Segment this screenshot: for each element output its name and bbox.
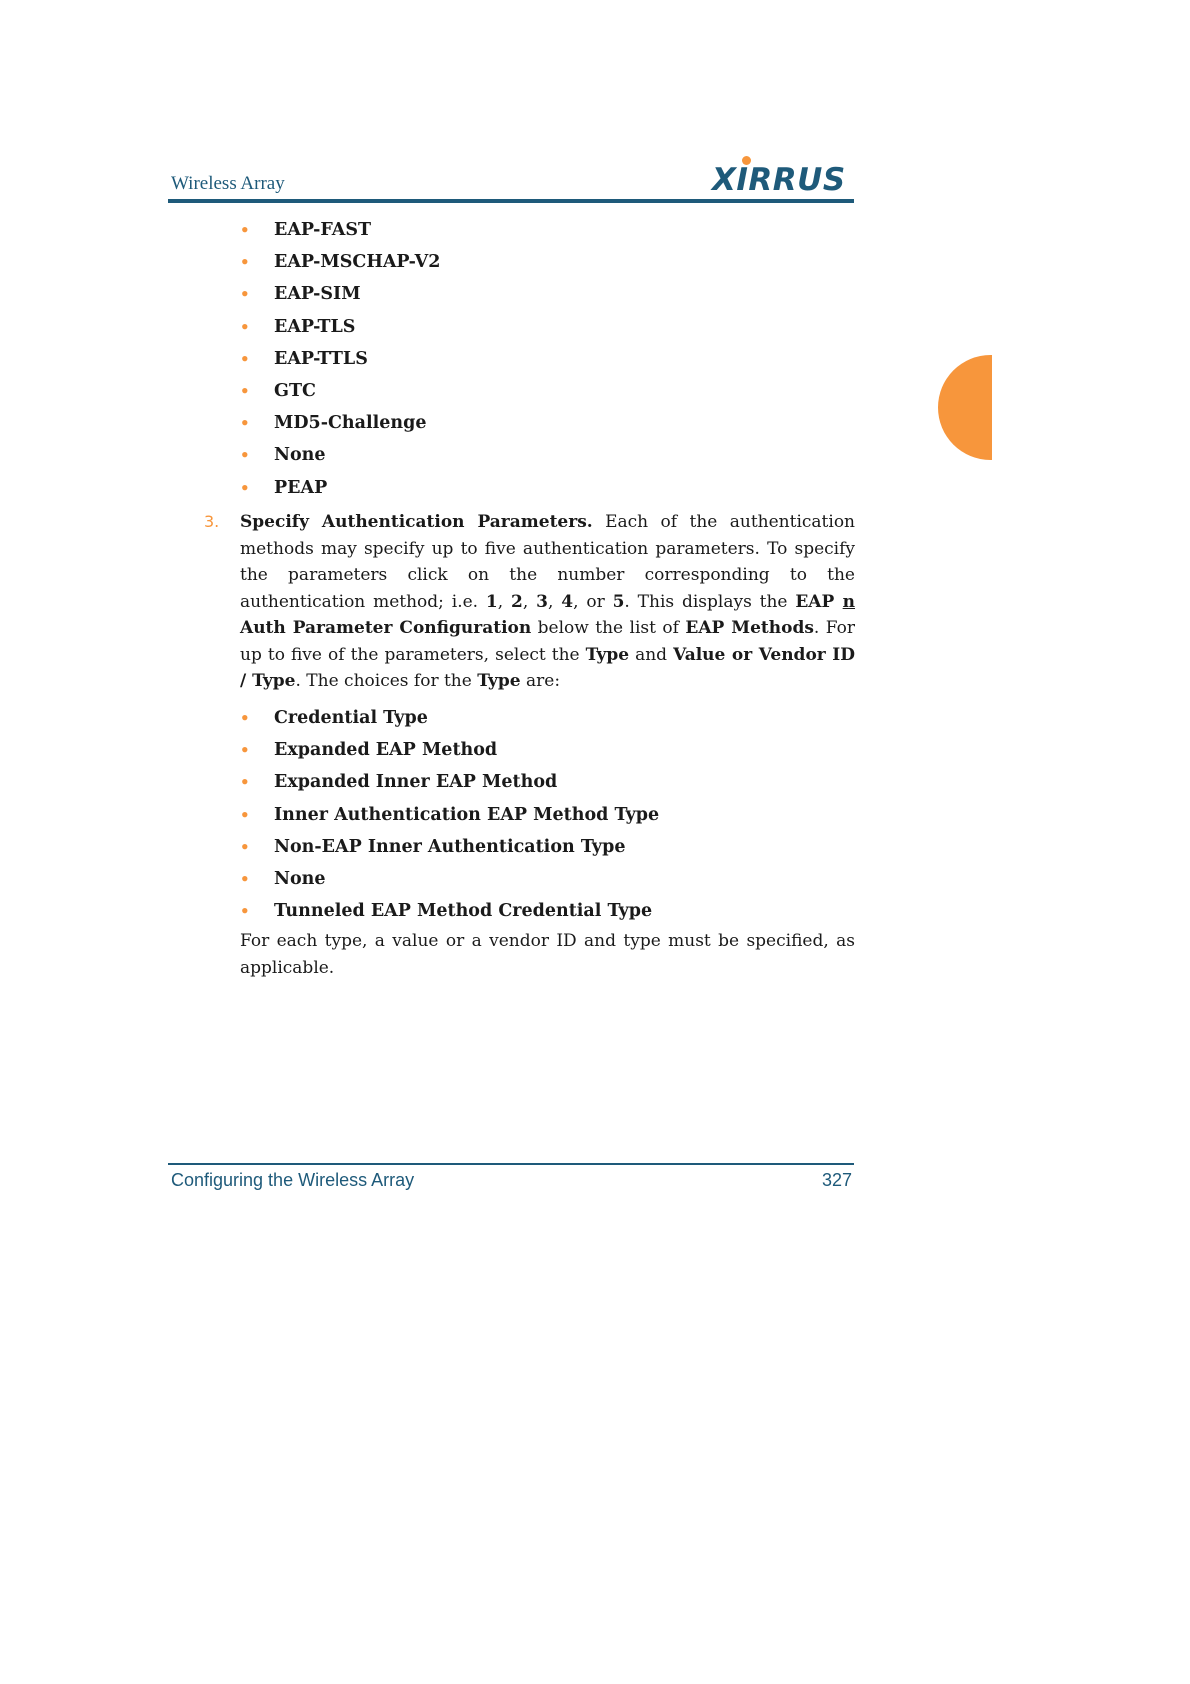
list-item <box>240 766 659 798</box>
bullet-icon: • <box>240 837 250 856</box>
bullet-icon: • <box>240 870 250 889</box>
bullet-icon: • <box>240 317 250 336</box>
text-run: 1 <box>485 591 498 612</box>
list-item <box>240 702 659 734</box>
text-run: and <box>629 644 674 665</box>
text-run: Type <box>477 671 521 691</box>
list-item <box>240 278 440 310</box>
list-item-label: None <box>274 445 326 466</box>
list-item-label: Credential Type <box>274 708 428 729</box>
bullet-icon: • <box>240 382 250 401</box>
list-item <box>240 439 440 471</box>
list-item-label: GTC <box>274 381 316 402</box>
bullet-icon: • <box>240 253 250 272</box>
bullet-icon: • <box>240 349 250 368</box>
list-item <box>240 472 440 504</box>
list-item <box>240 831 659 863</box>
list-item-label: None <box>274 869 326 890</box>
chapter-tab <box>938 355 992 460</box>
bullet-icon: • <box>240 902 250 921</box>
bullet-icon: • <box>240 221 250 240</box>
text-run: , <box>522 591 537 612</box>
list-item <box>240 734 659 766</box>
list-item-label: EAP-FAST <box>274 220 372 241</box>
list-item-label: MD5-Challenge <box>274 413 427 434</box>
text-run: Type <box>585 644 630 665</box>
text-run: Value or Vendor ID / Type <box>240 644 855 691</box>
text-run: , or <box>573 591 613 612</box>
text-run: 4 <box>561 591 574 612</box>
bullet-icon: • <box>240 805 250 824</box>
logo-text: XIRRUS <box>712 162 846 198</box>
footer-rule <box>168 1163 854 1165</box>
list-item <box>240 375 440 407</box>
list-item-label: Expanded EAP Method <box>274 740 498 761</box>
list-item-label: Non-EAP Inner Authentication Type <box>274 836 626 857</box>
header-rule <box>168 199 854 203</box>
text-run: 5 <box>612 591 625 612</box>
closing-paragraph: For each type, a value or a vendor ID and type must be specified, as applicable. <box>240 931 855 978</box>
list-item-label: EAP-MSCHAP-V2 <box>274 252 441 273</box>
bullet-icon: • <box>240 414 250 433</box>
list-item-label: EAP-TLS <box>274 316 356 337</box>
bullet-icon: • <box>240 741 250 760</box>
text-run: are: <box>520 671 561 691</box>
xirrus-logo <box>712 156 854 198</box>
list-item-label: EAP-TTLS <box>274 348 368 369</box>
step-number: 3. <box>204 512 220 531</box>
list-item <box>240 799 659 831</box>
eap-method-list <box>240 214 440 504</box>
text-run: Each of the authentication methods may specify up to five authentication parameters. To specify the parameters click on the number corresponding to the authentication method; i.e. <box>240 512 856 612</box>
list-item <box>240 214 440 246</box>
bullet-icon: • <box>240 478 250 497</box>
text-run: . The choices for the <box>295 671 478 691</box>
list-item-label: Tunneled EAP Method Credential Type <box>274 901 653 922</box>
text-run: . For up to five of the parameters, select the <box>240 618 855 665</box>
text-run: , <box>497 591 512 612</box>
step-lead: Specify Authentication Parameters. <box>240 512 593 532</box>
parameter-type-list <box>240 702 659 927</box>
list-item-label: Inner Authentication EAP Method Type <box>274 804 660 825</box>
page-number: 327 <box>821 1170 852 1190</box>
list-item <box>240 343 440 375</box>
text-run: n <box>842 591 856 612</box>
list-item <box>240 246 440 278</box>
text-run: EAP <box>795 591 843 612</box>
list-item <box>240 895 659 927</box>
bullet-icon: • <box>240 446 250 465</box>
running-header-title: Wireless Array <box>171 173 285 194</box>
text-run: EAP Methods <box>685 618 814 638</box>
text-run: 3 <box>536 591 548 612</box>
text-run: below the list of <box>531 618 686 638</box>
bullet-icon: • <box>240 709 250 728</box>
text-run: 2 <box>511 591 523 612</box>
list-item-label: Expanded Inner EAP Method <box>274 772 558 793</box>
text-run: . This displays the <box>624 591 796 612</box>
bullet-icon: • <box>240 773 250 792</box>
step-paragraph <box>240 509 855 695</box>
list-item <box>240 407 440 439</box>
list-item-label: EAP-SIM <box>274 284 361 305</box>
text-run: , <box>547 591 562 612</box>
text-run: Auth Parameter Configuration <box>240 618 532 638</box>
footer-title: Configuring the Wireless Array <box>171 1170 415 1190</box>
bullet-icon: • <box>240 285 250 304</box>
list-item-label: PEAP <box>274 477 328 498</box>
list-item <box>240 311 440 343</box>
list-item <box>240 863 659 895</box>
